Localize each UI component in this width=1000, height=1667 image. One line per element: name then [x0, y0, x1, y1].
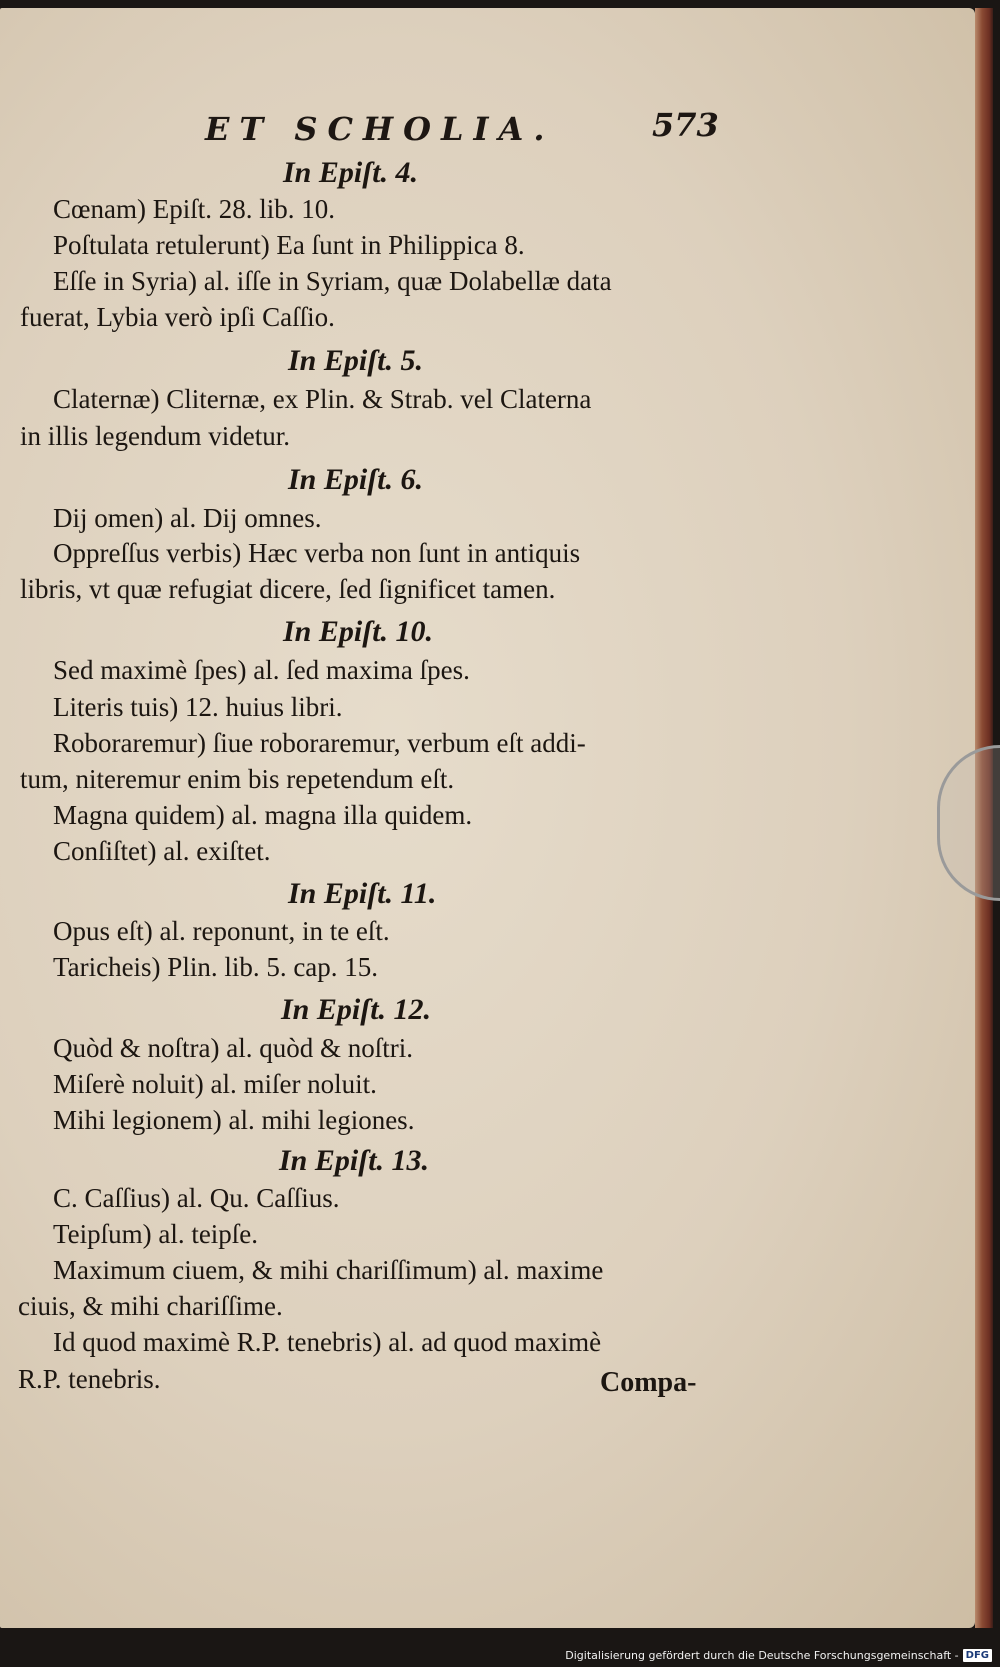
catchword: Compa- — [600, 1367, 697, 1398]
page-number: 573 — [652, 106, 719, 144]
text-line: Id quod maximè R.P. tenebris) al. ad quod maximè — [53, 1327, 602, 1357]
section-heading: In Epiſt. 6. — [288, 463, 424, 496]
text-line: Magna quidem) al. magna illa quidem. — [53, 800, 473, 830]
text-line: Maximum ciuem, & mihi chariſſimum) al. maxime — [53, 1255, 604, 1285]
text-line: Eſſe in Syria) al. iſſe in Syriam, quæ Dolabellæ data — [53, 266, 612, 296]
section-heading: In Epiſt. 4. — [283, 156, 419, 189]
text-line: Oppreſſus verbis) Hæc verba non ſunt in antiquis — [53, 538, 581, 568]
text-line: Conſiſtet) al. exiſtet. — [53, 836, 271, 866]
text-line: in illis legendum videtur. — [20, 421, 290, 451]
section-heading: In Epiſt. 12. — [281, 993, 432, 1026]
text-line: ciuis, & mihi chariſſime. — [18, 1291, 283, 1321]
page-header — [0, 106, 975, 156]
text-line: Teipſum) al. teipſe. — [53, 1219, 259, 1249]
text-line: Cœnam) Epiſt. 28. lib. 10. — [53, 194, 335, 224]
text-line: Quòd & noſtra) al. quòd & noſtri. — [53, 1033, 413, 1063]
section-heading: In Epiſt. 13. — [279, 1144, 430, 1177]
footer-credit: Digitalisierung gefördert durch die Deutsche Forschungsgemeinschaft - — [565, 1648, 959, 1662]
section-heading: In Epiſt. 5. — [288, 344, 424, 377]
text-line: Dij omen) al. Dij omnes. — [53, 503, 322, 533]
dfg-logo: DFG — [963, 1649, 992, 1662]
section-heading: In Epiſt. 11. — [288, 877, 437, 910]
text-line: Miſerè noluit) al. miſer noluit. — [53, 1069, 377, 1099]
text-line: Roboraremur) ſiue roboraremur, verbum eſt addi- — [53, 728, 586, 758]
text-line: Opus eſt) al. reponunt, in te eſt. — [53, 916, 390, 946]
text-line: Claternæ) Cliternæ, ex Plin. & Strab. vel Claterna — [53, 384, 592, 414]
text-line: Taricheis) Plin. lib. 5. cap. 15. — [53, 952, 379, 982]
text-line: R.P. tenebris. — [18, 1364, 161, 1394]
text-line: C. Caſſius) al. Qu. Caſſius. — [53, 1183, 340, 1213]
section-heading: In Epiſt. 10. — [283, 615, 434, 648]
text-line: fuerat, Lybia verò ipſi Caſſio. — [20, 302, 335, 332]
text-line: tum, niteremur enim bis repetendum eſt. — [20, 764, 455, 794]
text-line: libris, vt quæ refugiat dicere, ſed ſignificet tamen. — [20, 574, 556, 604]
text-line: Mihi legionem) al. mihi legiones. — [53, 1105, 415, 1135]
digitization-footer — [565, 1647, 992, 1663]
text-line: Literis tuis) 12. huius libri. — [53, 692, 343, 722]
text-line: Poſtulata retulerunt) Ea ſunt in Philippica 8. — [53, 230, 525, 260]
running-title: ET SCHOLIA. — [205, 110, 555, 148]
text-line: Sed maximè ſpes) al. ſed maxima ſpes. — [53, 655, 470, 685]
